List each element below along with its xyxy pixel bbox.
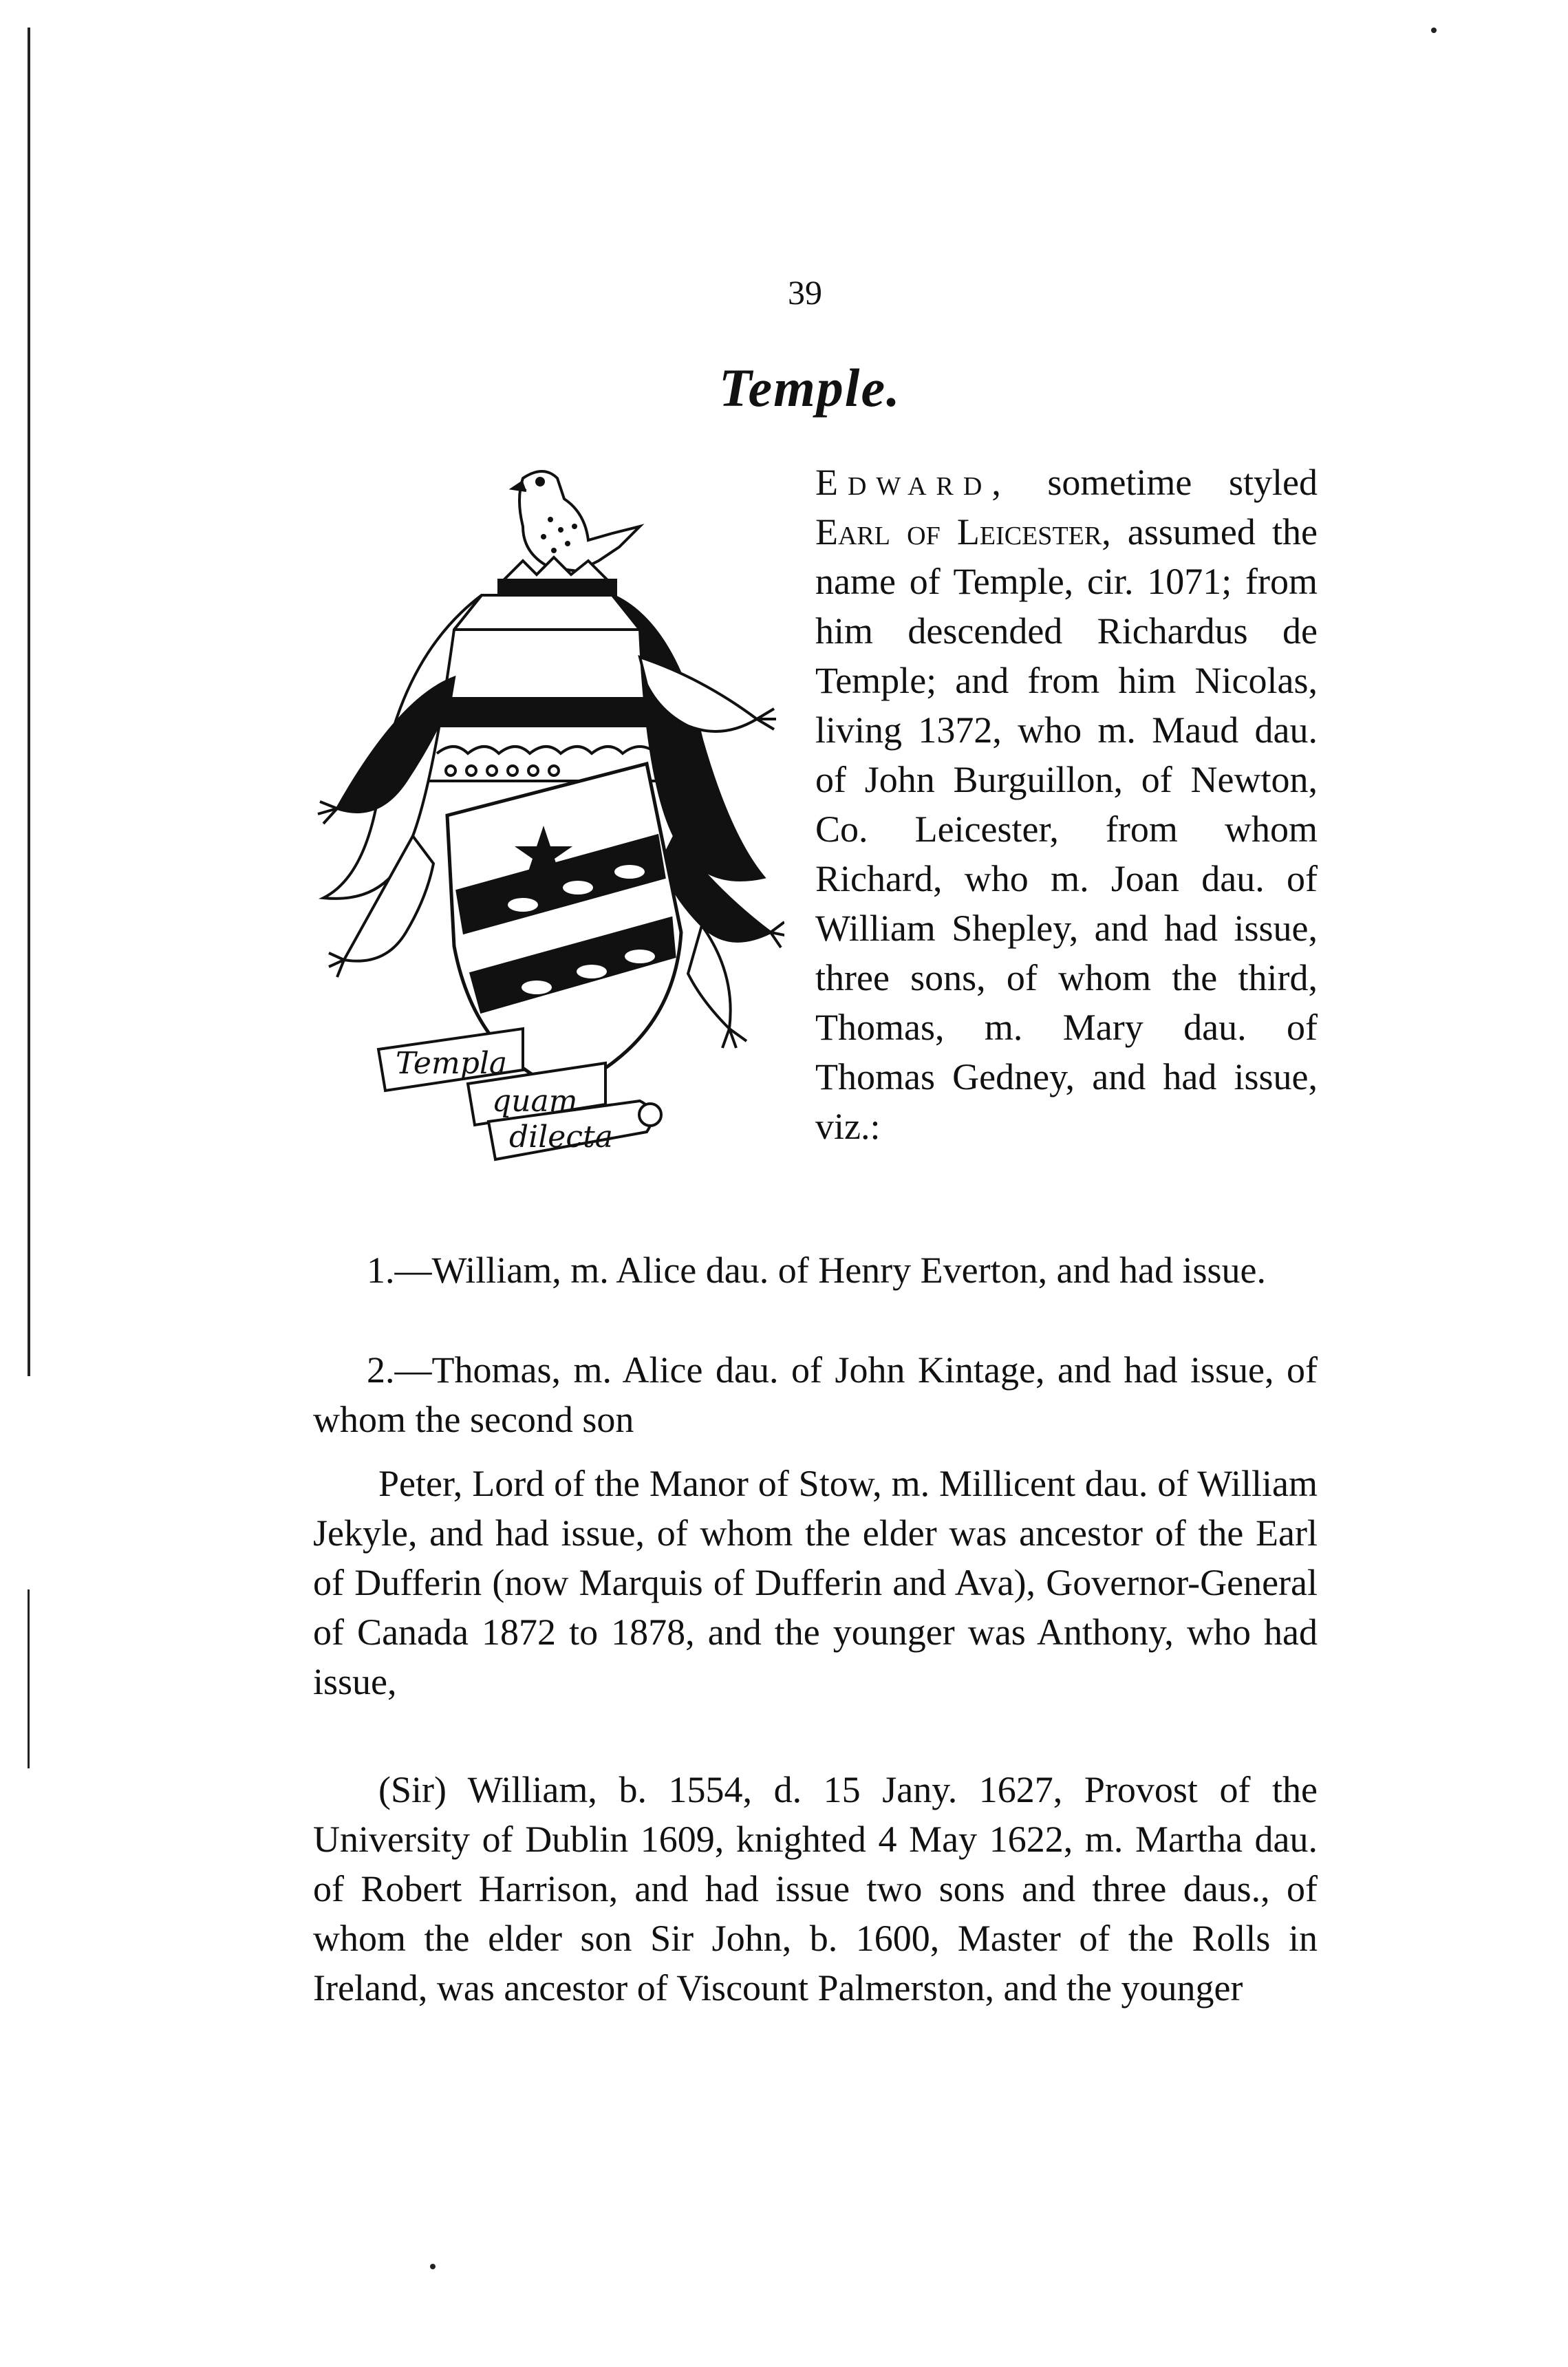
paragraph-sir-william: (Sir) William, b. 1554, d. 15 Jany. 1627, Provost of the University of Dublin 1609, knighted 4 May 1622, m. Martha dau. of Robert Harrison, and had issue two sons and three daus., of whom the elder son Sir John, b. 1600, Master of the Rolls in Ireland, was ancestor of Viscount Palmerston, and the younger — [313, 1769, 1318, 2009]
scan-speck — [1431, 28, 1437, 33]
motto-line-1: Templa — [396, 1046, 508, 1081]
motto-line-2: quam — [492, 1084, 578, 1119]
edward-lead: Edward, — [815, 462, 1011, 503]
paragraph-thomas: 2.—Thomas, m. Alice dau. of John Kintage, and had issue, of whom the second son — [313, 1349, 1318, 1440]
edward-styled: styled — [1229, 462, 1318, 503]
paragraph-edward — [815, 458, 1318, 1151]
motto-line-3: dilecta — [509, 1120, 613, 1155]
scan-margin-line — [28, 28, 30, 1376]
crest-coronet — [499, 557, 616, 595]
edward-line1-rest: sometime — [1047, 462, 1192, 503]
page-number: 39 — [788, 273, 822, 312]
scan-margin-line — [28, 1589, 30, 1768]
crest-bird — [513, 471, 640, 571]
page-title: Temple. — [719, 358, 901, 418]
paragraph-william: 1.—William, m. Alice dau. of Henry Everton, and had issue. — [367, 1250, 1267, 1291]
coat-of-arms-illustration — [316, 451, 784, 1177]
scan-speck — [430, 2264, 436, 2269]
edward-body: assumed the name of Temple, cir. 1071; from him descended Richardus de Temple; and from him Nicolas, living 1372, who m. Maud dau. of John Burguillon, of Newton, Co. Leicester, from whom Richard, who m. Joan dau. of William Shepley, and had issue, three sons, of whom the third, Thomas, m. Mary dau. of Thomas Gedney, and had issue, viz.: — [815, 511, 1318, 1147]
paragraph-peter: Peter, Lord of the Manor of Stow, m. Millicent dau. of William Jekyle, and had issue, of whom the elder was ancestor of the Earl of Dufferin (now Marquis of Dufferin and Ava), Governor-General of Canada 1872 to 1878, and the younger was Anthony, who had issue, — [313, 1463, 1318, 1702]
earl-of-leicester: Earl of Leicester, — [815, 511, 1111, 553]
